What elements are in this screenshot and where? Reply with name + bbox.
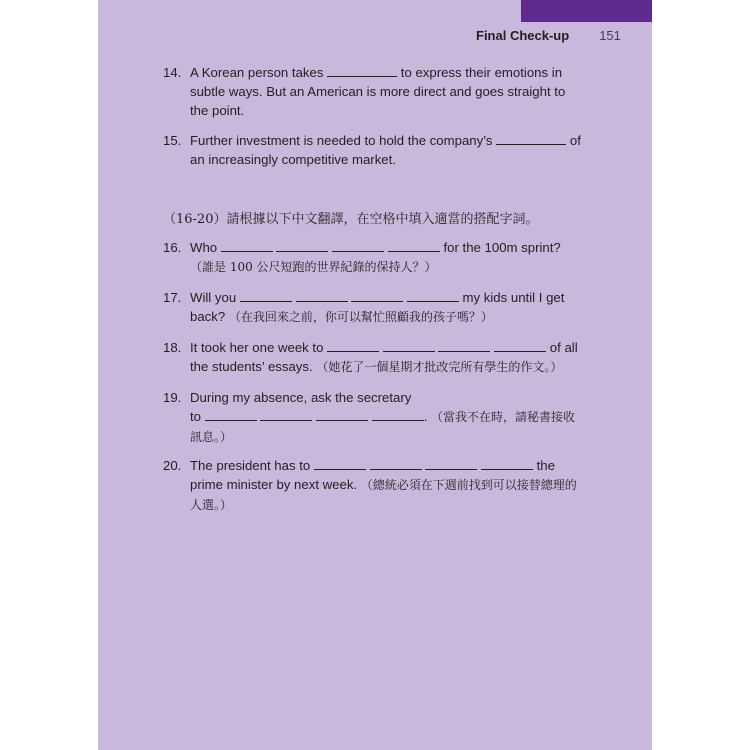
chinese-translation: （總統必須在下週前找到可以接替總理的	[360, 478, 577, 492]
question-text: It took her one week to	[190, 340, 324, 355]
question-14	[163, 63, 593, 120]
answer-blank[interactable]	[296, 289, 348, 302]
question-20	[163, 456, 593, 515]
chinese-translation: 人選。）	[190, 498, 233, 512]
answer-blank[interactable]	[327, 64, 397, 77]
question-number: 15.	[163, 133, 182, 148]
answer-blank[interactable]	[407, 289, 459, 302]
question-text: Who	[190, 240, 218, 255]
question-text: .	[423, 409, 428, 424]
answer-blank[interactable]	[383, 339, 435, 352]
answer-blank[interactable]	[370, 457, 422, 470]
page-number: 151	[599, 28, 621, 43]
chinese-translation: （她花了一個星期才批改完所有學生的作文。）	[316, 360, 563, 374]
question-number: 16.	[163, 240, 182, 255]
question-text: A Korean person takes	[190, 65, 324, 80]
page-header	[476, 28, 621, 43]
question-text: prime minister by next week.	[190, 477, 358, 492]
answer-blank[interactable]	[494, 339, 546, 352]
running-title: Final Check-up	[476, 28, 570, 43]
question-text: to express their emotions in	[400, 65, 563, 80]
chinese-translation: 訊息。）	[190, 430, 233, 444]
answer-blank[interactable]	[425, 457, 477, 470]
answer-blank[interactable]	[388, 239, 440, 252]
answer-blank[interactable]	[276, 239, 328, 252]
chapter-tab	[521, 0, 652, 22]
section-instruction: （16-20）請根據以下中文翻譯，在空格中填入適當的搭配字詞。	[163, 212, 539, 227]
question-text: the point.	[190, 103, 245, 118]
question-number: 14.	[163, 65, 182, 80]
answer-blank[interactable]	[332, 239, 384, 252]
question-text: Further investment is needed to hold the company’s	[190, 133, 493, 148]
answer-blank[interactable]	[372, 408, 424, 421]
question-number: 20.	[163, 458, 182, 473]
question-text: The president has to	[190, 458, 311, 473]
answer-blank[interactable]	[260, 408, 312, 421]
answer-blank[interactable]	[438, 339, 490, 352]
chinese-translation: （當我不在時，請秘書接收	[431, 410, 576, 424]
question-19	[163, 388, 593, 447]
question-17	[163, 288, 593, 327]
question-15	[163, 131, 593, 169]
answer-blank[interactable]	[240, 289, 292, 302]
question-number: 17.	[163, 290, 182, 305]
chinese-translation: （在我回來之前，你可以幫忙照顧我的孩子嗎？）	[228, 310, 493, 324]
question-text: of	[569, 133, 581, 148]
answer-blank[interactable]	[316, 408, 368, 421]
question-text: the	[536, 458, 555, 473]
question-text: subtle ways. But an American is more direct and goes straight to	[190, 84, 566, 99]
question-text: for the 100m sprint?	[443, 240, 561, 255]
question-text: Will you	[190, 290, 237, 305]
answer-blank[interactable]	[351, 289, 403, 302]
question-16	[163, 238, 593, 277]
question-number: 18.	[163, 340, 182, 355]
question-text: back?	[190, 309, 226, 324]
question-text: to	[190, 409, 201, 424]
answer-blank[interactable]	[327, 339, 379, 352]
chinese-translation: （誰是 100 公尺短跑的世界紀錄的保持人？）	[190, 260, 437, 274]
question-number: 19.	[163, 390, 182, 405]
answer-blank[interactable]	[205, 408, 257, 421]
answer-blank[interactable]	[481, 457, 533, 470]
question-18	[163, 338, 593, 377]
question-text: my kids until I get	[462, 290, 565, 305]
answer-blank[interactable]	[221, 239, 273, 252]
question-text: the students’ essays.	[190, 359, 313, 374]
question-text: During my absence, ask the secretary	[190, 390, 412, 405]
question-text: an increasingly competitive market.	[190, 152, 396, 167]
answer-blank[interactable]	[496, 132, 566, 145]
answer-blank[interactable]	[314, 457, 366, 470]
question-text: of all	[549, 340, 578, 355]
